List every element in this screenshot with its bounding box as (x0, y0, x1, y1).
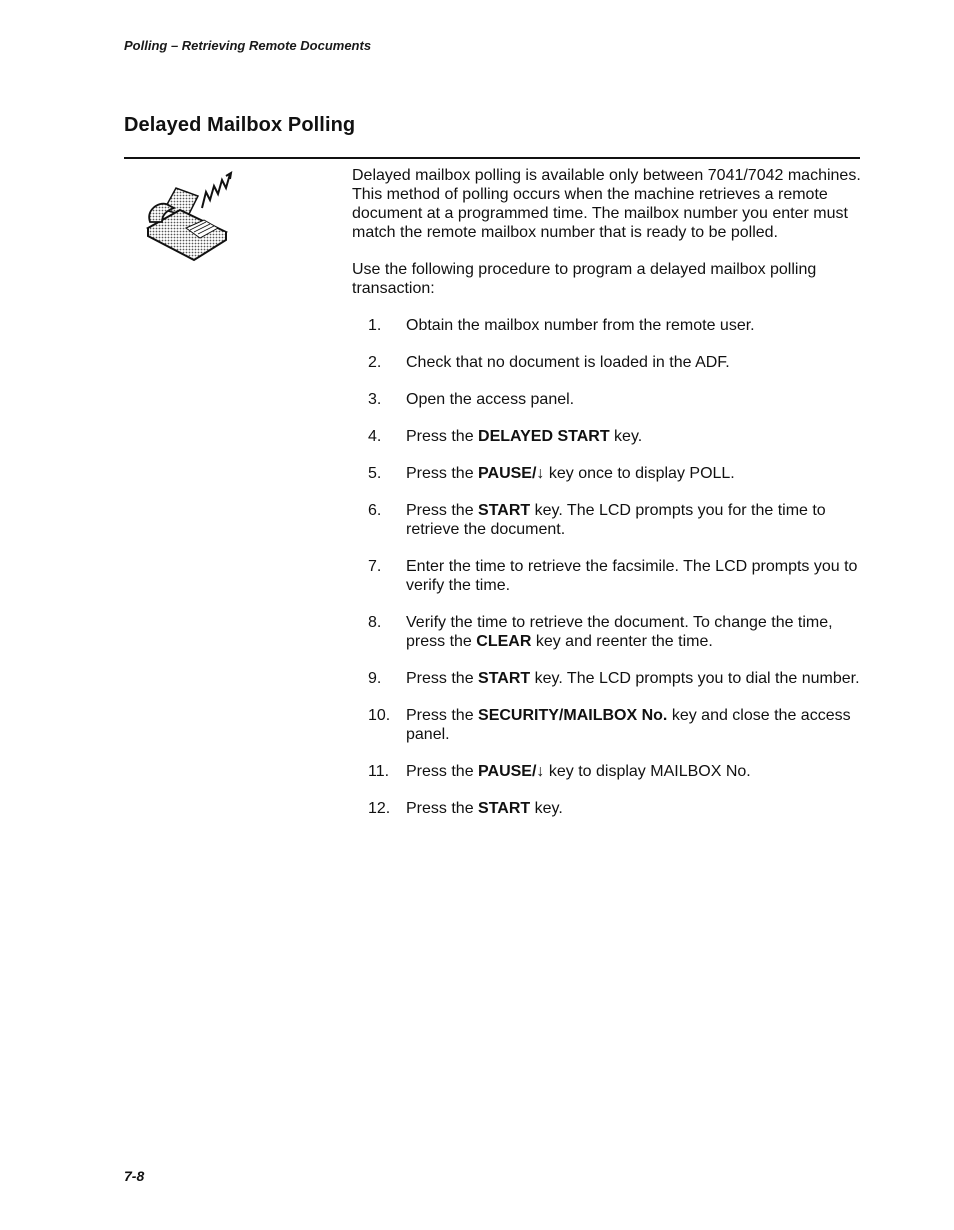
step-text: Press the (406, 800, 479, 817)
step-text: Press the (406, 465, 479, 482)
procedure-step (352, 501, 872, 539)
running-header: Polling – Retrieving Remote Documents (124, 38, 372, 53)
procedure-step (352, 353, 872, 372)
step-text: Press the (406, 670, 479, 687)
step-text: key and reenter the time. (531, 633, 713, 650)
page-number: 7-8 (124, 1168, 145, 1184)
procedure-step (352, 316, 872, 335)
key-name: PAUSE/↓ (478, 465, 545, 482)
step-number: 4. (368, 428, 382, 445)
step-number: 11. (368, 763, 390, 780)
step-number: 2. (368, 354, 382, 371)
procedure-step (352, 613, 872, 651)
step-text: Enter the time to retrieve the facsimile. The LCD prompts you to verify the time. (406, 558, 858, 594)
procedure-step (352, 464, 872, 483)
step-text: Press the (406, 707, 479, 724)
section-rule (124, 157, 860, 159)
step-text: key. The LCD prompts you for the time to retrieve the document. (406, 502, 826, 538)
key-name: CLEAR (476, 633, 532, 650)
key-name: PAUSE/↓ (478, 763, 545, 780)
step-number: 9. (368, 670, 382, 687)
step-text: Verify the time to retrieve the document. To change the time, press the (406, 614, 833, 650)
procedure-step (352, 762, 872, 781)
step-number: 5. (368, 465, 382, 482)
procedure-step (352, 427, 872, 446)
step-number: 8. (368, 614, 382, 631)
key-name: SECURITY/MAILBOX No. (478, 707, 668, 724)
step-text: key and close the access panel. (406, 707, 851, 743)
body-content (352, 166, 872, 836)
step-number: 1. (368, 317, 382, 334)
step-text: key. (530, 800, 563, 817)
section-title: Delayed Mailbox Polling (124, 114, 356, 136)
key-name: START (478, 502, 531, 519)
step-number: 3. (368, 391, 382, 408)
fax-machine-icon (140, 170, 244, 262)
procedure-step (352, 799, 872, 818)
step-text: key. The LCD prompts you to dial the number. (530, 670, 860, 687)
intro-paragraph: Delayed mailbox polling is available only between 7041/7042 machines. This method of polling occurs when the machine retrieves a remote document at a programmed time. The mailbox number you enter must match the remote mailbox number that is ready to be polled. (352, 167, 861, 241)
step-text: key once to display POLL. (544, 465, 735, 482)
step-text: Obtain the mailbox number from the remote user. (406, 317, 755, 334)
step-text: Check that no document is loaded in the ADF. (406, 354, 730, 371)
step-text: key. (609, 428, 643, 445)
procedure-step (352, 706, 872, 744)
step-text: Open the access panel. (406, 391, 575, 408)
procedure-step (352, 390, 872, 409)
step-text: Press the (406, 763, 479, 780)
step-number: 12. (368, 800, 391, 817)
step-text: Press the (406, 428, 479, 445)
step-text: key to display MAILBOX No. (544, 763, 751, 780)
procedure-steps-list (352, 316, 872, 818)
step-number: 6. (368, 502, 382, 519)
step-number: 7. (368, 558, 382, 575)
procedure-intro-paragraph: Use the following procedure to program a delayed mailbox polling transaction: (352, 261, 817, 297)
step-text: Press the (406, 502, 479, 519)
procedure-step (352, 557, 872, 595)
procedure-step (352, 669, 872, 688)
key-name: START (478, 800, 531, 817)
step-number: 10. (368, 707, 391, 724)
key-name: DELAYED START (478, 428, 610, 445)
key-name: START (478, 670, 531, 687)
